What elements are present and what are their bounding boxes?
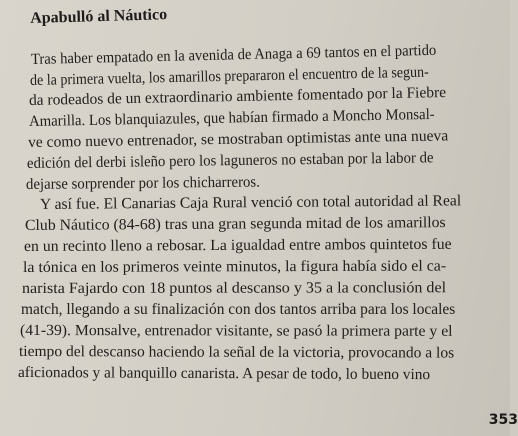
text-line: la tónica en los primeros veinte minutos, la figura había sido el ca-	[22, 257, 447, 276]
text-line: ve como nuevo entrenador, se mostraban optimistas ante una nueva	[27, 127, 449, 151]
text-line: narista Fajardo con 18 puntos al descanso y 35 a la conclusión del	[21, 279, 447, 297]
chapter-title: Apabulló al Náutico	[30, 6, 168, 27]
text-line: Amarilla. Los blanquiazules, que habían firmado a Moncho Monsal-	[28, 105, 435, 130]
text-line: aficionados y al banquillo canarista. A pesar de todo, lo bueno vino	[17, 364, 431, 384]
text-line: da rodeados de un extraordinario ambiente fomentado por la Fiebre	[28, 83, 447, 109]
text-line: Y así fue. El Canarias Caja Rural venció con total autoridad al Real	[39, 192, 462, 213]
text-line: de la primera vuelta, los amarillos prepararon el encuentro de la segun-	[29, 63, 429, 89]
text-line: en un recinto lleno a rebosar. La igualdad entre ambos quintetos fue	[23, 235, 452, 255]
text-line: Club Náutico (84-68) tras una gran segunda mitad de los amarillos	[24, 214, 446, 234]
text-line: Tras haber empatado en la avenida de Anaga a 69 tantos en el partido	[30, 41, 437, 68]
text-line: dejarse sorprender por los chicharreros.	[25, 173, 260, 193]
page-number: 353	[488, 412, 518, 428]
text-line: tiempo del descanso haciendo la señal de la victoria, provocando a los	[18, 343, 455, 362]
text-line: match, llegando a su finalización con dos tantos arriba para los locales	[21, 301, 456, 318]
text-line: (41-39). Monsalve, entrenador visitante, se pasó la primera parte y el	[19, 322, 453, 340]
text-line: edición del derbi isleño pero los laguneros no estaban por la labor de	[26, 149, 434, 172]
